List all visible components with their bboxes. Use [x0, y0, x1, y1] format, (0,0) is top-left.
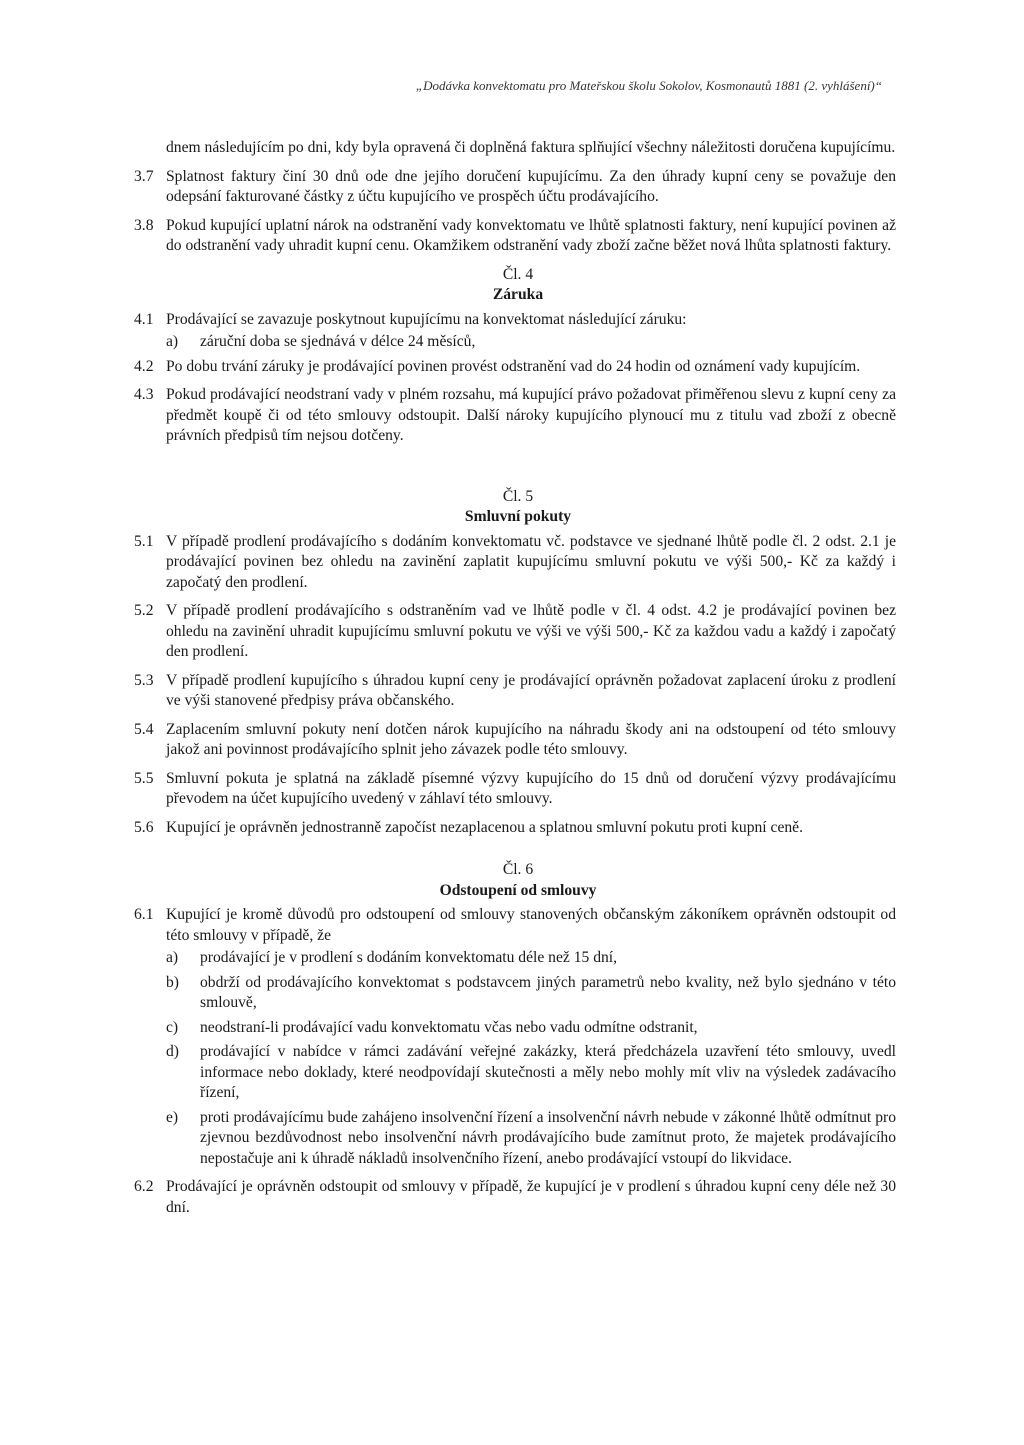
sub-letter: e) — [166, 1108, 179, 1126]
sub-letter: a) — [166, 333, 179, 350]
clause-text: Zaplacením smluvní pokuty není dotčen nárok kupujícího na náhradu škody ani na odstoupení od této smlouvy jakož ani povinnost prodávajícího splnit jeho závazek podle této smlouvy. — [166, 720, 896, 758]
clause-6-1 — [134, 905, 896, 946]
article-title: Smluvní pokuty — [464, 508, 572, 525]
clause-4-1-a — [166, 332, 896, 353]
clause-4-1 — [134, 310, 896, 331]
article-title: Záruka — [492, 286, 544, 303]
clause-number: 5.3 — [134, 671, 154, 689]
clause-6-2 — [134, 1177, 896, 1218]
sub-letter: a) — [166, 949, 179, 966]
page-header: „Dodávka konvektomatu pro Mateřskou školu Sokolov, Kosmonautů 1881 (2. vyhlášení)“ — [415, 78, 882, 93]
article-number: Čl. 6 — [502, 861, 534, 878]
clause-number: 6.1 — [134, 906, 154, 923]
clause-number: 3.7 — [134, 167, 154, 185]
article-4-heading — [140, 265, 896, 306]
article-title: Odstoupení od smlouvy — [439, 881, 597, 899]
clause-text: Pokud prodávající neodstraní vady v plném rozsahu, má kupující právo požadovat přiměřenou slevu z kupní ceny za předmět koupě či od této smlouvy odstoupit. Další nároky kupujícího plynoucí mu z titulu vad zboží z obecně právních předpisů tím nejsou dotčeny. — [166, 386, 896, 444]
sub-text: záruční doba se sjednává v délce 24 měsíců, — [200, 333, 476, 350]
clause-5-6 — [134, 818, 896, 839]
intro-paragraph: dnem následujícím po dni, kdy byla opravená či doplněná faktura splňující všechny náležitosti doručena kupujícímu. — [166, 139, 896, 156]
sub-text: proti prodávajícímu bude zahájeno insolvenční řízení a insolvenční návrh nebude v zákonné lhůtě odmítnut pro zjevnou bezdůvodnost nebo insolvenční návrh prodávajícího bude zamítnut proto, že majetek prodávajícího nepostačuje ani k úhradě nákladů insolvenčního řízení, anebo prodávající vstoupí do likvidace. — [200, 1108, 896, 1167]
clause-text: Kupující je oprávněn jednostranně započíst nezaplacenou a splatnou smluvní pokutu proti kupní ceně. — [166, 818, 803, 836]
clause-6-1-d — [166, 1042, 896, 1104]
clause-number: 4.2 — [134, 357, 154, 375]
clause-number: 5.6 — [134, 818, 154, 836]
clause-4-3 — [134, 385, 896, 447]
clause-5-5 — [134, 769, 896, 810]
document-body — [134, 138, 896, 1226]
clause-text: V případě prodlení prodávajícího s dodáním konvektomatu vč. podstavce ve sjednané lhůtě podle čl. 2 odst. 2.1 je prodávající povinen bez ohledu na zavinění zaplatit kupujícímu smluvní pokutu ve výši 500,- Kč za každý i započatý den prodlení. — [166, 532, 896, 591]
article-6-heading — [140, 860, 896, 901]
article-number: Čl. 5 — [502, 487, 534, 505]
clause-number: 5.4 — [134, 720, 154, 738]
sub-text: obdrží od prodávajícího konvektomat s podstavcem jiných parametrů nebo kvality, než bylo sjednáno v této smlouvě, — [200, 973, 896, 1011]
clause-text: Kupující je kromě důvodů pro odstoupení od smlouvy stanovených občanským zákoníkem oprávněn odstoupit od této smlouvy v případě, že — [166, 906, 896, 944]
clause-text: Pokud kupující uplatní nárok na odstranění vady konvektomatu ve lhůtě splatnosti faktury, není kupující povinen až do odstranění vady uhradit kupní cenu. Okamžikem odstranění vady zboží začne běžet nová lhůta splatnosti faktury. — [166, 216, 896, 254]
clause-5-1 — [134, 532, 896, 594]
article-5-heading — [140, 487, 896, 528]
sub-letter: b) — [166, 973, 179, 991]
article-number: Čl. 4 — [502, 265, 534, 283]
clause-text: Smluvní pokuta je splatná na základě písemné výzvy kupujícího do 15 dnů od doručení výzvy prodávajícímu převodem na účet kupujícího uvedený v záhlaví této smlouvy. — [166, 769, 896, 807]
clause-number: 3.8 — [134, 216, 154, 234]
clause-6-1-e — [166, 1108, 896, 1170]
clause-5-2 — [134, 601, 896, 663]
clause-5-4 — [134, 720, 896, 761]
clause-number: 6.2 — [134, 1178, 154, 1195]
clause-4-2 — [134, 357, 896, 378]
sub-letter: c) — [166, 1018, 179, 1036]
clause-5-3 — [134, 671, 896, 712]
clause-text: V případě prodlení kupujícího s úhradou kupní ceny je prodávající oprávněn požadovat zaplacení úroku z prodlení ve výši stanovené předpisy práva občanského. — [166, 671, 896, 709]
clause-text: Prodávající se zavazuje poskytnout kupujícímu na konvektomat následující záruku: — [166, 310, 687, 328]
clause-number: 5.2 — [134, 602, 154, 619]
clause-number: 5.5 — [134, 769, 154, 787]
clause-3-7 — [134, 167, 896, 208]
clause-text: V případě prodlení prodávajícího s odstraněním vad ve lhůtě podle v čl. 4 odst. 4.2 je prodávající povinen bez ohledu na zavinění uhradit kupujícímu smluvní pokutu ve výši ve výši 500,- Kč za každou vadu a každý i započatý den prodlení. — [166, 602, 896, 660]
clause-text: Splatnost faktury činí 30 dnů ode dne jejího doručení kupujícímu. Za den úhrady kupní ceny se považuje den odepsání fakturované částky z účtu kupujícího ve prospěch účtu prodávajícího. — [166, 167, 896, 205]
clause-6-1-list — [166, 948, 896, 1169]
clause-6-1-a — [166, 948, 896, 969]
clause-text: Prodávající je oprávněn odstoupit od smlouvy v případě, že kupující je v prodlení s úhradou kupní ceny déle než 30 dní. — [166, 1178, 896, 1216]
clause-number: 5.1 — [134, 532, 154, 550]
clause-number: 4.1 — [134, 310, 154, 328]
clause-6-1-b — [166, 973, 896, 1014]
sub-letter: d) — [166, 1043, 179, 1060]
clause-number: 4.3 — [134, 386, 154, 403]
clause-3-8 — [134, 216, 896, 257]
sub-text: neodstraní-li prodávající vadu konvektomatu včas nebo vadu odmítne odstranit, — [200, 1018, 698, 1036]
clause-6-1-c — [166, 1018, 896, 1039]
clause-text: Po dobu trvání záruky je prodávající povinen provést odstranění vad do 24 hodin od oznámení vady kupujícím. — [166, 357, 861, 375]
sub-text: prodávající v nabídce v rámci zadávání veřejné zakázky, která předcházela uzavření této smlouvy, uvedl informace nebo doklady, které neodpovídají skutečnosti a měly nebo mohly mít vliv na výsledek zadávacího řízení, — [200, 1043, 896, 1101]
sub-text: prodávající je v prodlení s dodáním konvektomatu déle než 15 dní, — [200, 949, 618, 966]
